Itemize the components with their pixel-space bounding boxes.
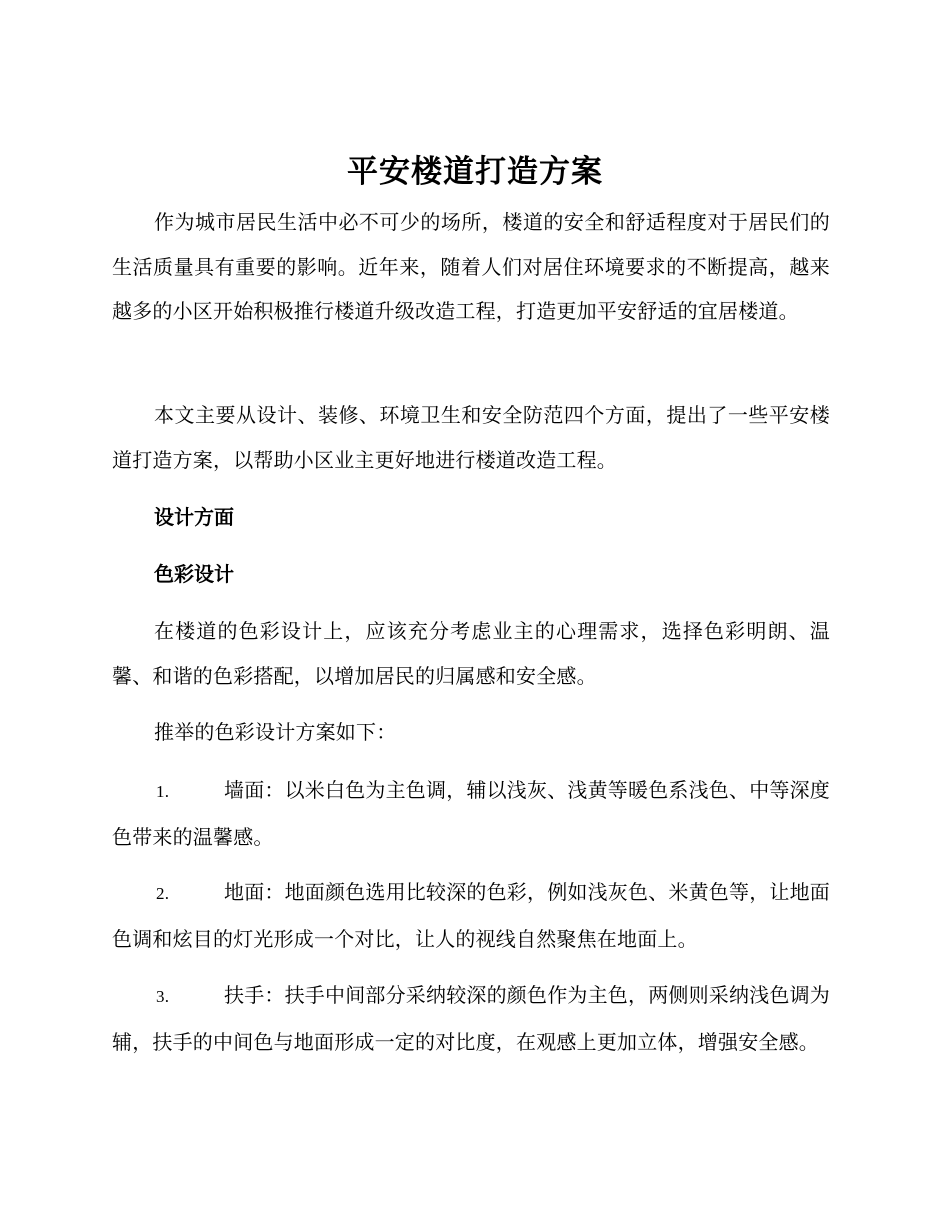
document-title: 平安楼道打造方案 [347, 154, 603, 190]
recommend-line: 推举的色彩设计方案如下： [154, 720, 397, 744]
list-number: 3. [156, 987, 170, 1006]
color-design-paragraph: 在楼道的色彩设计上，应该充分考虑业主的心理需求，选择色彩明朗、温馨、和谐的色彩搭配，以增加居民的归属感和安全感。 [112, 619, 830, 688]
subsection-heading-color: 色彩设计 [154, 562, 234, 586]
intro-paragraph-1: 作为城市居民生活中必不可少的场所，楼道的安全和舒适程度对于居民们的生活质量具有重要的影响。近年来，随着人们对居住环境要求的不断提高，越来越多的小区开始积极推行楼道升级改造工程，打造更加平安舒适的宜居楼道。 [112, 210, 830, 323]
list-item-text: 墙面：以米白色为主色调，辅以浅灰、浅黄等暖色系浅色、中等深度色带来的温馨感。 [112, 778, 830, 849]
list-number: 1. [156, 782, 170, 801]
list-item-text: 扶手：扶手中间部分采纳较深的颜色作为主色，两侧则采纳浅色调为辅，扶手的中间色与地面形成一定的对比度，在观感上更加立体，增强安全感。 [112, 983, 830, 1054]
intro-paragraph-2: 本文主要从设计、装修、环境卫生和安全防范四个方面，提出了一些平安楼道打造方案，以帮助小区业主更好地进行楼道改造工程。 [112, 403, 830, 472]
list-number: 2. [156, 884, 170, 903]
list-item-text: 地面：地面颜色选用比较深的色彩，例如浅灰色、米黄色等，让地面色调和炫目的灯光形成一个对比，让人的视线自然聚焦在地面上。 [112, 880, 830, 951]
list-item-handrail [112, 973, 830, 1064]
list-item-wall [112, 768, 830, 859]
section-heading-design: 设计方面 [154, 505, 234, 529]
list-item-floor [112, 870, 830, 961]
